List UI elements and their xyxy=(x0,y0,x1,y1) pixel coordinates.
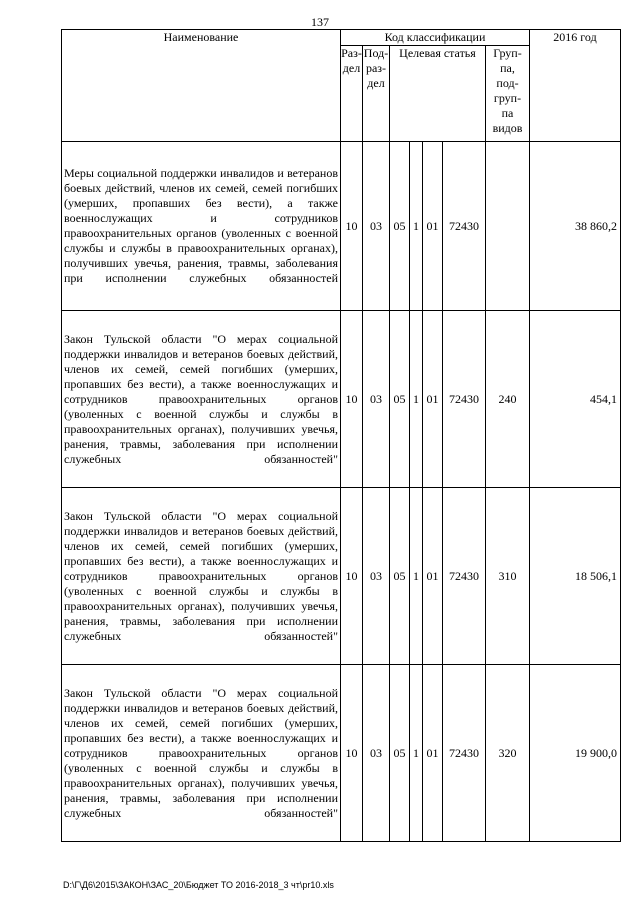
row-target-type: 1 xyxy=(410,665,423,842)
row-target-program: 05 xyxy=(390,665,410,842)
row-name: Закон Тульской области "О мерах социальной поддержки инвалидов и ветеранов боевых действий, членов их семей, семей погибших (умерших, пропавших без вести), а также военнослужащих и сотрудников правоохранительных органов (уволенных с военной службы и службы в правоохранительных органах), получивших увечья, ранения, травмы, заболевания при исполнении служебных обязанностей" xyxy=(62,665,341,842)
row-amount: 19 900,0 xyxy=(530,665,621,842)
row-amount: 454,1 xyxy=(530,311,621,488)
header-year: 2016 год xyxy=(530,30,621,142)
row-group: 320 xyxy=(486,665,530,842)
row-name: Закон Тульской области "О мерах социальной поддержки инвалидов и ветеранов боевых действий, членов их семей, семей погибших (умерших, пропавших без вести), а также военнослужащих и сотрудников правоохранительных органов (уволенных с военной службы и службы в правоохранительных органах), получивших увечья, ранения, травмы, заболевания при исполнении служебных обязанностей" xyxy=(62,488,341,665)
row-target-program: 05 xyxy=(390,142,410,311)
row-target-program: 05 xyxy=(390,488,410,665)
table-row xyxy=(62,488,621,665)
row-section: 10 xyxy=(341,488,363,665)
row-target-direction: 72430 xyxy=(443,311,486,488)
header-row-1 xyxy=(62,30,621,46)
row-subsection: 03 xyxy=(363,488,390,665)
budget-table xyxy=(61,29,621,842)
row-target-main: 01 xyxy=(423,665,443,842)
header-group: Груп- па, под- груп- па видов xyxy=(486,46,530,142)
file-path-footer: D:\Г\Д6\2015\ЗАКОН\ЗАС_20\Бюджет ТО 2016-2018_3 чт\pr10.xls xyxy=(63,880,334,890)
row-target-direction: 72430 xyxy=(443,665,486,842)
row-target-main: 01 xyxy=(423,311,443,488)
row-amount: 38 860,2 xyxy=(530,142,621,311)
row-subsection: 03 xyxy=(363,665,390,842)
row-target-program: 05 xyxy=(390,311,410,488)
row-target-direction: 72430 xyxy=(443,142,486,311)
header-subsection: Под- раз- дел xyxy=(363,46,390,142)
row-amount: 18 506,1 xyxy=(530,488,621,665)
table-row xyxy=(62,311,621,488)
row-target-direction: 72430 xyxy=(443,488,486,665)
header-target: Целевая статья xyxy=(390,46,486,142)
row-target-main: 01 xyxy=(423,142,443,311)
row-target-type: 1 xyxy=(410,488,423,665)
row-section: 10 xyxy=(341,142,363,311)
row-section: 10 xyxy=(341,311,363,488)
row-target-main: 01 xyxy=(423,488,443,665)
row-subsection: 03 xyxy=(363,142,390,311)
row-subsection: 03 xyxy=(363,311,390,488)
row-group: 310 xyxy=(486,488,530,665)
row-group: 240 xyxy=(486,311,530,488)
page-number: 137 xyxy=(311,15,329,29)
table-row xyxy=(62,142,621,311)
row-group xyxy=(486,142,530,311)
table-row xyxy=(62,665,621,842)
row-name: Закон Тульской области "О мерах социальной поддержки инвалидов и ветеранов боевых действий, членов их семей, семей погибших (умерших, пропавших без вести), а также военнослужащих и сотрудников правоохранительных органов (уволенных с военной службы и службы в правоохранительных органах), получивших увечья, ранения, травмы, заболевания при исполнении служебных обязанностей" xyxy=(62,311,341,488)
row-name: Меры социальной поддержки инвалидов и ветеранов боевых действий, членов их семей, семей погибших (умерших, пропавших без вести), а также военнослужащих и сотрудников правоохранительных органов (уволенных с военной службы и службы в правоохранительных органах), получивших увечья, ранения, травмы, заболевания при исполнении служебных обязанностей xyxy=(62,142,341,311)
header-classification: Код классификации xyxy=(341,30,530,46)
header-section: Раз- дел xyxy=(341,46,363,142)
header-name: Наименование xyxy=(62,30,341,142)
row-target-type: 1 xyxy=(410,311,423,488)
row-section: 10 xyxy=(341,665,363,842)
row-target-type: 1 xyxy=(410,142,423,311)
